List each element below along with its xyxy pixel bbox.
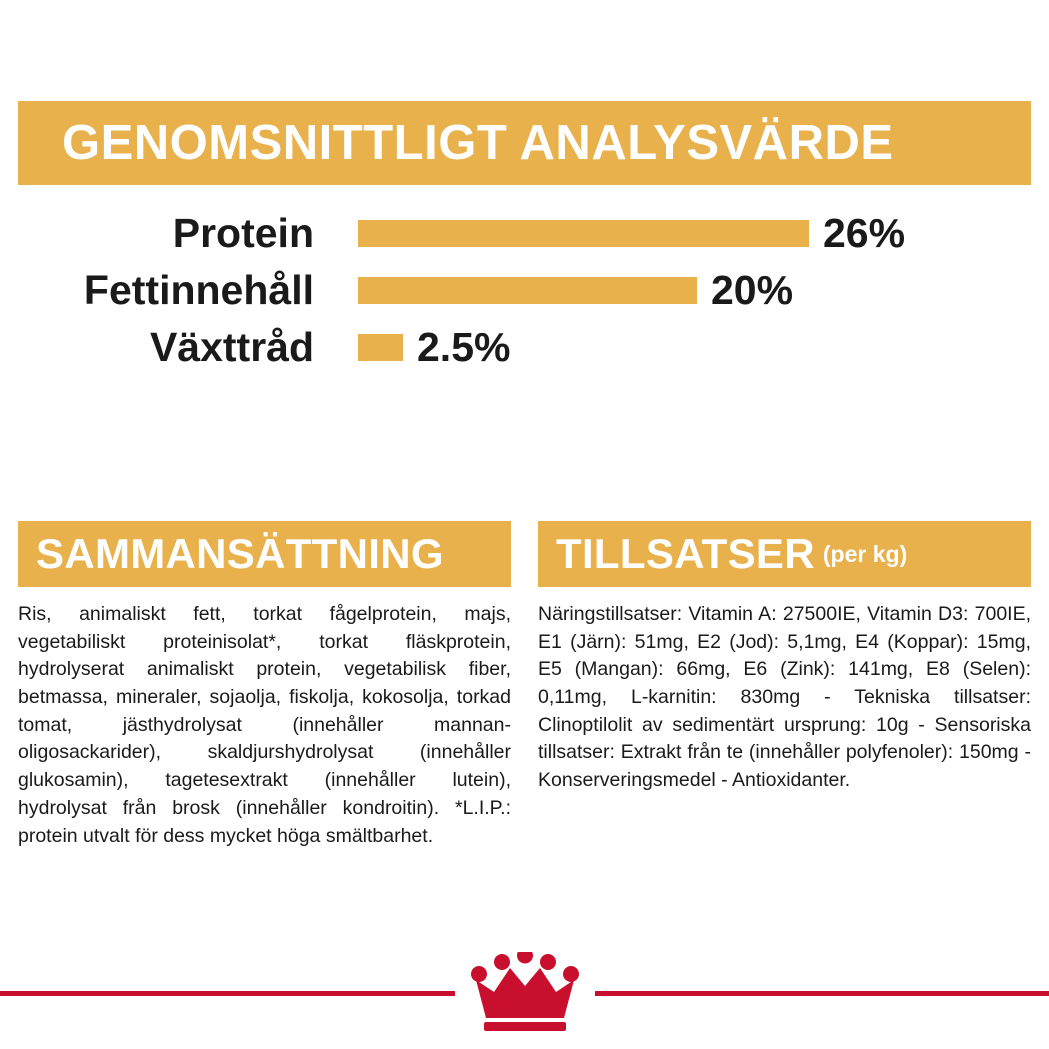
analysis-row-bar-wrap	[358, 324, 511, 370]
additives-section	[538, 521, 1031, 795]
analysis-row-bar-wrap	[358, 210, 906, 256]
analysis-row	[18, 319, 1031, 376]
composition-title: SAMMANSÄTTNING	[36, 530, 444, 577]
analysis-row-value: 26%	[823, 210, 906, 256]
analysis-row-bar-wrap	[358, 267, 794, 313]
analysis-bar	[358, 277, 697, 304]
composition-text: Ris, animaliskt fett, torkat fågelprotein, majs, vegetabiliskt proteinisolat*, torkat fläskprotein, hydrolyserat animaliskt protein, vegetabilisk fiber, betmassa, mineraler, sojaolja, fiskolja, kokosolja, torkad tomat, jästhydrolysat (innehåller mannan-oligosackarider), skaldjurshydrolysat (innehåller glukosamin), tagetesextrakt (innehåller lutein), hydrolysat från brosk (innehåller kondroitin). *L.I.P.: protein utvalt för dess mycket höga smältbarhet.	[18, 603, 511, 847]
analysis-bar	[358, 220, 809, 247]
analysis-rows	[18, 205, 1031, 376]
analysis-row	[18, 205, 1031, 262]
analysis-row-label: Växttråd	[149, 324, 314, 370]
analysis-row-label: Fettinnehåll	[83, 267, 314, 313]
additives-banner	[538, 521, 1031, 587]
additives-title: TILLSATSER	[556, 530, 815, 577]
royal-canin-crown-icon	[470, 952, 580, 1036]
analysis-row-value: 20%	[711, 267, 794, 313]
composition-banner	[18, 521, 511, 587]
analysis-title: GENOMSNITTLIGT ANALYSVÄRDE	[62, 115, 894, 170]
analysis-row-value: 2.5%	[417, 324, 511, 370]
analysis-banner	[18, 101, 1031, 185]
analysis-bar	[358, 334, 403, 361]
additives-text: Näringstillsatser: Vitamin A: 27500IE, Vitamin D3: 700IE, E1 (Järn): 51mg, E2 (Jod): 5,1mg, E4 (Koppar): 15mg, E5 (Mangan): 66mg, E6 (Zink): 141mg, E8 (Selen): 0,11mg, L-karnitin: 830mg - Tekniska tillsatser: Clinoptilolit av sedimentärt ursprung: 10g - Sensoriska tillsatser: Extrakt från te (innehåller polyfenoler): 150mg - Konserveringsmedel - Antioxidanter.	[538, 603, 1031, 792]
composition-section	[18, 521, 511, 850]
analysis-row-label: Protein	[172, 210, 314, 256]
additives-subtitle: (per kg)	[822, 540, 908, 567]
analysis-row	[18, 262, 1031, 319]
